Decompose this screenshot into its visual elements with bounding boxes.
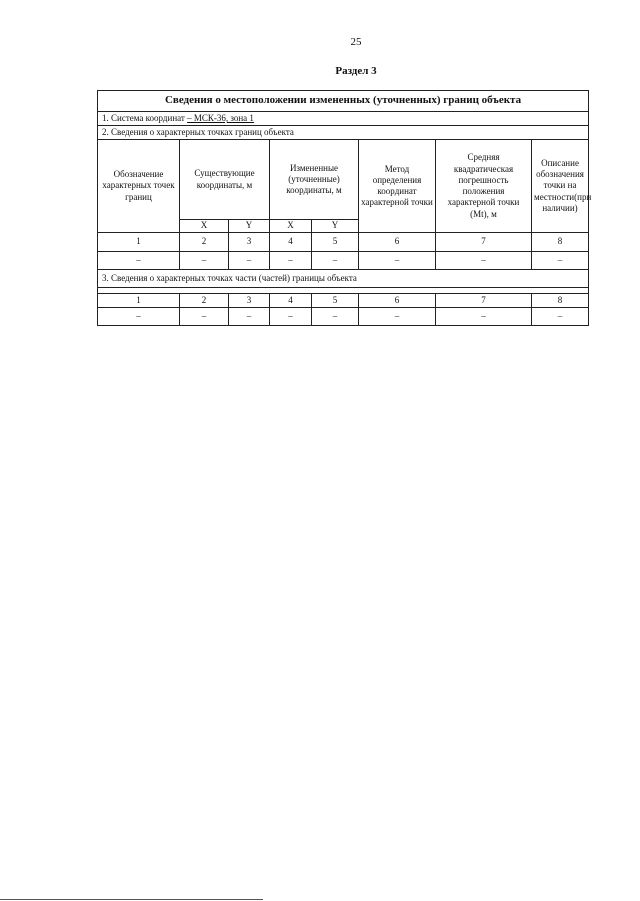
table-cell: –	[180, 252, 229, 270]
coord-system-row	[98, 112, 589, 126]
table-cell: –	[270, 308, 312, 326]
table-title-row	[98, 91, 589, 112]
page-number: 25	[350, 36, 362, 48]
column-numbers-row	[98, 233, 589, 252]
column-number: 6	[359, 294, 436, 308]
axis-label-changed-y: Y	[312, 220, 359, 233]
axis-label-existing-y: Y	[229, 220, 270, 233]
coord-system-label: 1. Система координат	[102, 112, 188, 123]
table-cell: –	[98, 252, 180, 270]
column-number: 8	[532, 294, 589, 308]
axis-label-changed-x: X	[270, 220, 312, 233]
table-cell: –	[532, 308, 589, 326]
column-number: 3	[229, 233, 270, 252]
table-cell: –	[359, 252, 436, 270]
axis-label-existing-x: X	[180, 220, 229, 233]
column-number: 7	[436, 294, 532, 308]
column-number: 5	[312, 233, 359, 252]
section3-label-row	[98, 270, 589, 288]
table-cell: –	[532, 252, 589, 270]
coord-system-value: – МСК-36, зона 1	[187, 112, 254, 123]
table-cell: –	[229, 252, 270, 270]
header-mean-error: Средняя квадратическая погрешность положения характерной точки (Mt), м	[436, 140, 532, 233]
section3-label: 3. Сведения о характерных точках части (частей) границы объекта	[98, 270, 589, 288]
table-cell: –	[359, 308, 436, 326]
table-cell: –	[270, 252, 312, 270]
table-row	[98, 252, 589, 270]
column-number: 5	[312, 294, 359, 308]
section2-label: 2. Сведения о характерных точках границ объекта	[98, 126, 589, 140]
column-number: 7	[436, 233, 532, 252]
table-cell: –	[436, 252, 532, 270]
column-number: 2	[180, 233, 229, 252]
table-title: Сведения о местоположении измененных (уточненных) границ объекта	[98, 91, 589, 112]
header-point-designation: Обозначение характерных точек границ	[98, 140, 180, 233]
header-description: Описание обозначения точки на местности(при наличии)	[532, 140, 589, 233]
column-number: 3	[229, 294, 270, 308]
section-title: Раздел 3	[335, 65, 377, 77]
table-cell: –	[436, 308, 532, 326]
coord-system-cell	[98, 112, 589, 126]
table-cell: –	[229, 308, 270, 326]
column-number: 8	[532, 233, 589, 252]
column-number: 2	[180, 294, 229, 308]
column-number: 6	[359, 233, 436, 252]
table-cell: –	[312, 252, 359, 270]
column-number: 4	[270, 233, 312, 252]
section2-label-row	[98, 126, 589, 140]
header-row	[98, 140, 589, 220]
boundary-points-table	[97, 90, 592, 326]
section3-column-numbers-row	[98, 294, 589, 308]
table-cell: –	[180, 308, 229, 326]
header-changed-coords: Измененные (уточненные) координаты, м	[270, 140, 359, 220]
column-number: 1	[98, 294, 180, 308]
header-existing-coords: Существующие координаты, м	[180, 140, 270, 220]
table-row	[98, 308, 589, 326]
bottom-scan-line	[0, 899, 263, 900]
column-number: 4	[270, 294, 312, 308]
table-cell: –	[312, 308, 359, 326]
header-method: Метод определения координат характерной точки	[359, 140, 436, 233]
table-cell: –	[98, 308, 180, 326]
column-number: 1	[98, 233, 180, 252]
